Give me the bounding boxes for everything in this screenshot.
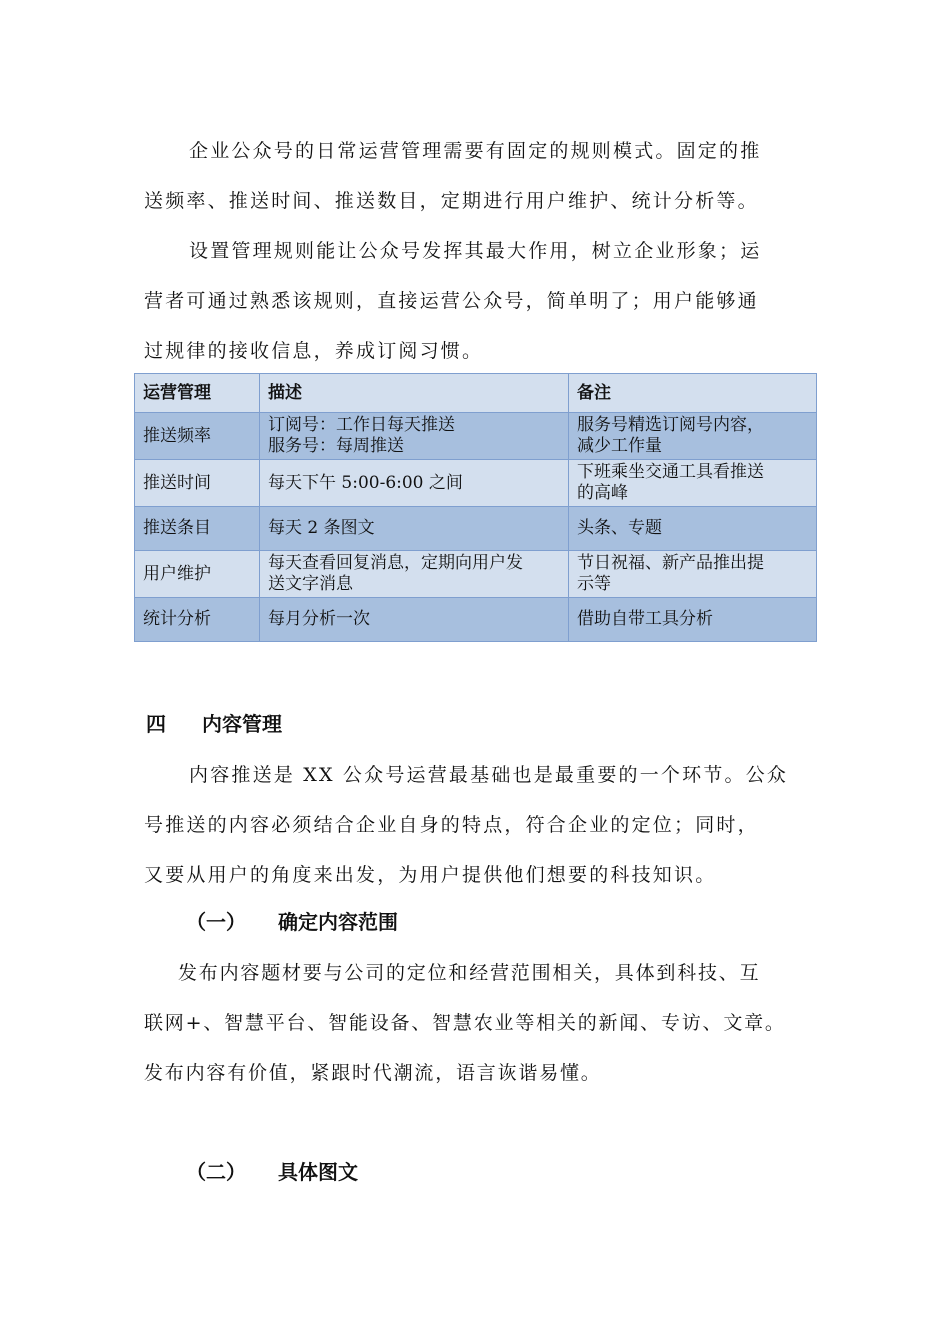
cell-operation: 统计分析 — [135, 598, 260, 642]
text-line: 送频率、推送时间、推送数目，定期进行用户维护、统计分析等。 — [144, 190, 759, 212]
section-number: 四 — [146, 712, 166, 736]
cell-description — [260, 460, 569, 507]
text-line: 联网+、智慧平台、智能设备、智慧农业等相关的新闻、专访、文章。 — [144, 1012, 786, 1034]
subsection-title: 具体图文 — [278, 1160, 358, 1184]
text-line: 发布内容题材要与公司的定位和经营范围相关，具体到科技、互 — [178, 962, 761, 984]
cell-description — [260, 551, 569, 598]
cell-note — [569, 551, 817, 598]
text-line: 企业公众号的日常运营管理需要有固定的规则模式。固定的推 — [189, 140, 762, 162]
table-row — [135, 460, 817, 507]
cell-line: 每月分析一次 — [268, 609, 370, 629]
cell-description — [260, 598, 569, 642]
cell-line: 借助自带工具分析 — [577, 609, 713, 629]
content-scope-paragraph — [144, 948, 816, 1098]
text-line: 号推送的内容必须结合企业自身的特点，符合企业的定位；同时， — [144, 814, 759, 836]
subsection-number: （一） — [186, 910, 246, 934]
cell-note — [569, 598, 817, 642]
cell-line: 每天下午 5:00-6:00 之间 — [268, 472, 463, 493]
cell-operation: 推送时间 — [135, 460, 260, 507]
cell-operation: 推送频率 — [135, 413, 260, 460]
table-header-row — [135, 374, 817, 413]
cell-line: 订阅号：工作日每天推送 — [268, 415, 455, 435]
cell-line: 减少工作量 — [577, 436, 662, 456]
header-note: 备注 — [569, 374, 817, 413]
cell-description — [260, 507, 569, 551]
text-line: 营者可通过熟悉该规则，直接运营公众号，简单明了；用户能够通 — [144, 290, 759, 312]
intro-paragraph-2 — [144, 226, 816, 376]
text-line: 发布内容有价值，紧跟时代潮流，语言诙谐易懂。 — [144, 1062, 602, 1084]
header-description: 描述 — [260, 374, 569, 413]
intro-paragraph-1 — [144, 126, 816, 226]
cell-note — [569, 460, 817, 507]
cell-line: 送文字消息 — [268, 574, 353, 594]
subsection-number: （二） — [186, 1160, 246, 1184]
cell-line: 头条、专题 — [577, 518, 662, 538]
text-line: 设置管理规则能让公众号发挥其最大作用，树立企业形象；运 — [189, 240, 762, 262]
cell-note — [569, 507, 817, 551]
table-row — [135, 507, 817, 551]
cell-line: 下班乘坐交通工具看推送 — [577, 462, 764, 482]
text-line: 内容推送是 XX 公众号运营最基础也是最重要的一个环节。公众 — [189, 764, 789, 786]
subsection-title: 确定内容范围 — [278, 910, 398, 934]
cell-description — [260, 413, 569, 460]
operations-table — [134, 373, 817, 642]
cell-line: 服务号精选订阅号内容， — [577, 415, 764, 435]
subsection-heading-content-scope — [186, 906, 398, 935]
cell-line: 示等 — [577, 574, 611, 594]
cell-note — [569, 413, 817, 460]
section-title: 内容管理 — [202, 712, 282, 736]
table-row — [135, 413, 817, 460]
section-heading-content-management — [146, 708, 282, 737]
text-line: 过规律的接收信息，养成订阅习惯。 — [144, 340, 484, 362]
table-row — [135, 598, 817, 642]
content-management-paragraph — [144, 750, 816, 900]
cell-line: 每天 2 条图文 — [268, 518, 375, 538]
subsection-heading-graphics — [186, 1156, 358, 1185]
table-row — [135, 551, 817, 598]
cell-line: 的高峰 — [577, 483, 628, 503]
header-operation: 运营管理 — [135, 374, 260, 413]
text-line: 又要从用户的角度来出发，为用户提供他们想要的科技知识。 — [144, 864, 717, 886]
cell-line: 每天查看回复消息，定期向用户发 — [268, 553, 523, 573]
cell-operation: 用户维护 — [135, 551, 260, 598]
cell-line: 服务号：每周推送 — [268, 436, 404, 456]
cell-line: 节日祝福、新产品推出提 — [577, 553, 764, 573]
cell-operation: 推送条目 — [135, 507, 260, 551]
